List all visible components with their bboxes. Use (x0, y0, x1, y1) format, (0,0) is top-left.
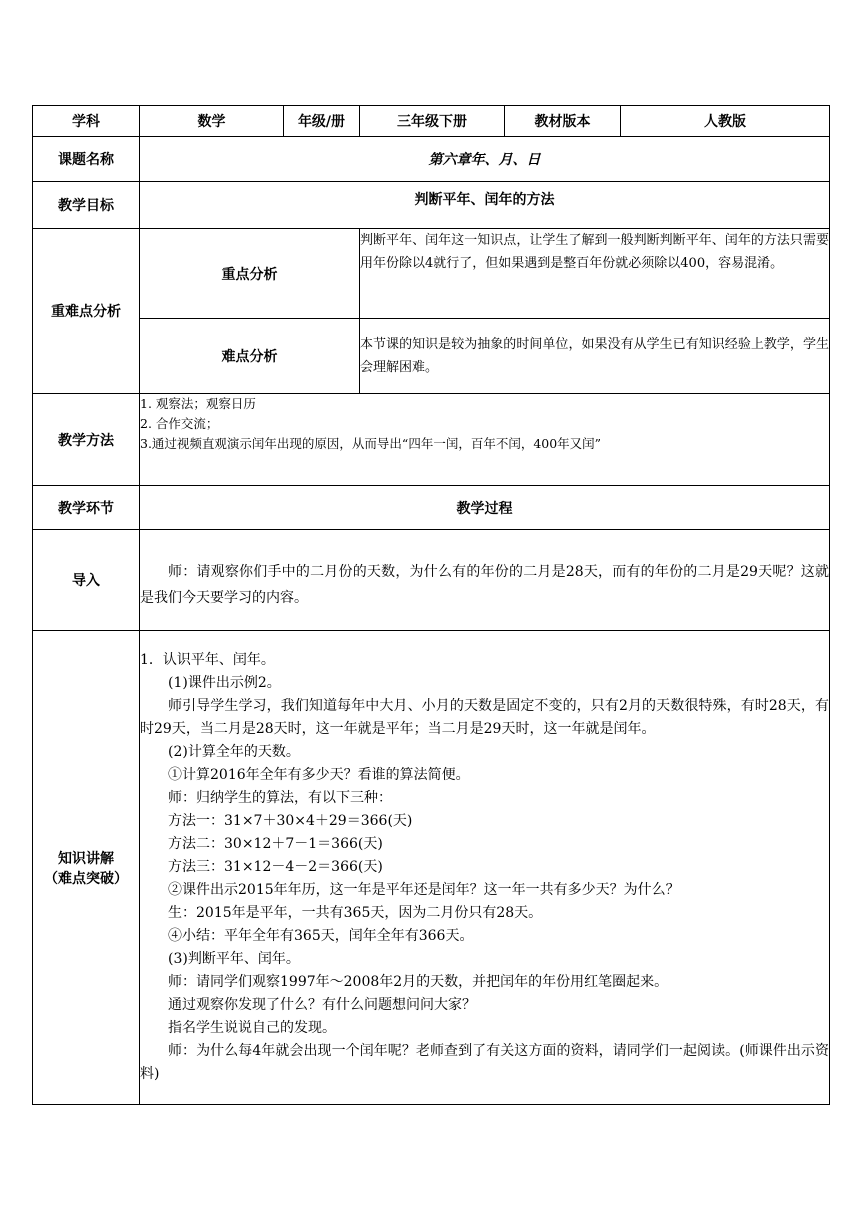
key-point-text: 判断平年、闰年这一知识点，让学生了解到一般判断判断平年、闰年的方法只需要用年份除以4就行了，但如果遇到是整百年份就必须除以400，容易混淆。 (360, 229, 830, 319)
intro-label: 导入 (33, 530, 140, 631)
knowledge-line: 师引导学生学习，我们知道每年中大月、小月的天数是固定不变的，只有2月的天数很特殊，有时28天，有时29天，当二月是28天时，这一年就是平年；当二月是29天时，这一年就是闰年。 (140, 698, 829, 737)
knowledge-line: (1)课件出示例2。 (168, 675, 281, 691)
methods-row (33, 394, 830, 486)
knowledge-line: 指名学生说说自己的发现。 (168, 1020, 336, 1036)
hard-point-label: 难点分析 (140, 319, 360, 394)
section-label: 教学环节 (33, 486, 140, 530)
lesson-plan-table (32, 105, 830, 1105)
subject-label: 学科 (33, 106, 140, 137)
knowledge-line: 方法三：31×12－4－2＝366(天) (168, 859, 383, 875)
knowledge-line: 生：2015年是平年，一共有365天，因为二月份只有28天。 (168, 905, 543, 921)
knowledge-line: ②课件出示2015年年历，这一年是平年还是闰年？这一年一共有多少天？为什么？ (168, 882, 680, 898)
knowledge-label-line2: （难点突破） (44, 870, 128, 887)
header-row (33, 106, 830, 137)
knowledge-line: 师：归纳学生的算法，有以下三种： (168, 790, 392, 806)
knowledge-line: ④小结：平年全年有365天，闰年全年有366天。 (168, 928, 474, 944)
intro-text: 师：请观察你们手中的二月份的天数，为什么有的年份的二月是28天，而有的年份的二月是29天呢？这就是我们今天要学习的内容。 (140, 530, 830, 631)
knowledge-label (33, 631, 140, 1105)
methods-label: 教学方法 (33, 394, 140, 486)
key-point-row (33, 229, 830, 319)
method-item: 2. 合作交流； (140, 416, 219, 431)
objective-value: 判断平年、闰年的方法 (140, 182, 830, 229)
knowledge-line: 方法一：31×7＋30×4＋29＝366(天) (168, 813, 413, 829)
objective-label: 教学目标 (33, 182, 140, 229)
knowledge-line: 方法二：30×12＋7－1＝366(天) (168, 836, 383, 852)
knowledge-line: 师：请同学们观察1997年～2008年2月的天数，并把闰年的年份用红笔圈起来。 (168, 974, 669, 990)
knowledge-line: 通过观察你发现了什么？有什么问题想问问大家？ (168, 997, 476, 1013)
knowledge-line: (2)计算全年的天数。 (168, 744, 300, 760)
hard-point-text: 本节课的知识是较为抽象的时间单位，如果没有从学生已有知识经验上教学，学生会理解困难。 (360, 319, 830, 394)
subject-value: 数学 (140, 106, 284, 137)
knowledge-line: 1．认识平年、闰年。 (140, 652, 275, 668)
edition-label: 教材版本 (505, 106, 621, 137)
knowledge-content (140, 631, 830, 1105)
knowledge-line: 师：为什么每4年就会出现一个闰年呢？老师查到了有关这方面的资料，请同学们一起阅读。(师课件出示资料) (140, 1043, 829, 1082)
method-item: 1. 观察法；观察日历 (140, 396, 256, 411)
knowledge-row (33, 631, 830, 1105)
knowledge-line: ①计算2016年全年有多少天？看谁的算法简便。 (168, 767, 470, 783)
knowledge-label-line1: 知识讲解 (58, 850, 114, 867)
key-point-label: 重点分析 (140, 229, 360, 319)
grade-label: 年级/册 (284, 106, 360, 137)
topic-value: 第六章年、月、日 (140, 137, 830, 182)
grade-value: 三年级下册 (360, 106, 505, 137)
objective-row (33, 182, 830, 229)
methods-list (140, 394, 830, 486)
method-item: 3.通过视频直观演示闰年出现的原因，从而导出“四年一闰，百年不闰，400年又闰” (140, 436, 602, 451)
intro-row (33, 530, 830, 631)
section-value: 教学过程 (140, 486, 830, 530)
topic-row (33, 137, 830, 182)
knowledge-line: (3)判断平年、闰年。 (168, 951, 300, 967)
edition-value: 人教版 (621, 106, 830, 137)
difficulty-label: 重难点分析 (33, 229, 140, 394)
hard-point-row (33, 319, 830, 394)
section-header-row (33, 486, 830, 530)
topic-label: 课题名称 (33, 137, 140, 182)
